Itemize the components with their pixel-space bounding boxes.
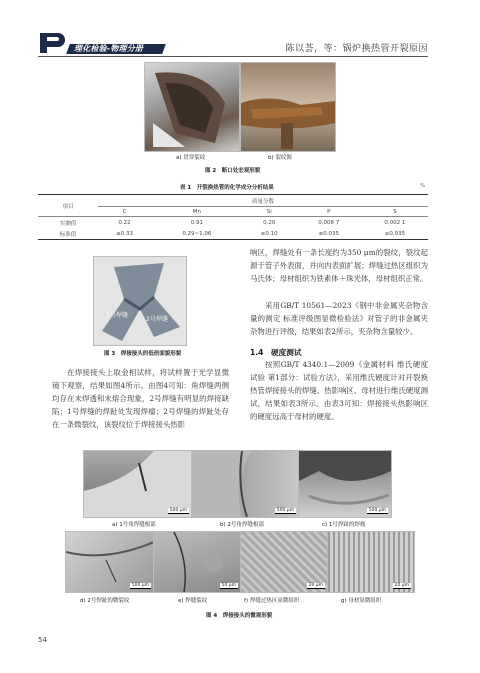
body-text-left: 在焊接接头上取金相试样，将试样置于光学显微镜下观察，结果如图4所示。由图4可知：角焊缝两侧均存在未焊透和未熔合现象，2号焊缝有明显的焊接缺陷；1号焊缝的焊趾处发现焊瘤；2号焊缝的焊趾处存在一条微裂纹，该裂纹位于焊接接头热影 — [52, 368, 229, 429]
figure2-sub-a: a) 贯穿裂纹 — [176, 155, 206, 161]
figure4-caption: 图 4 焊接接头的微观形貌 — [206, 613, 273, 619]
scale-bar-e: 50 μm — [221, 583, 236, 588]
figure3-caption: 图 3 焊接接头的低倍面貌形貌 — [104, 351, 182, 357]
figure4-panel-a — [83, 450, 193, 518]
fig3-label-2: 2号焊缝 — [146, 316, 168, 323]
figure2-photo-b — [240, 62, 336, 152]
running-title: 陈以荟，等：锅炉换热管开裂原因 — [285, 44, 428, 54]
figure4-label-d: d) 2号焊趾的微裂纹 — [80, 598, 130, 604]
figure2-sub-b: b) 裂纹源 — [268, 155, 292, 161]
body-text-right-2: 采用GB/T 10561—2023《钢中非金属夹杂物含量的测定 标准评级图显微检验法》对管子的非金属夹杂物进行评级，结果如表2所示，夹杂物含量较少。 — [250, 301, 428, 336]
scale-bar-b: 500 μm — [276, 508, 294, 513]
scale-bar-d: 500 μm — [131, 583, 149, 588]
table1-col-group: 质量分数 — [98, 195, 428, 207]
table1 — [38, 194, 428, 240]
figure4-label-a: a) 1号角焊缝根部 — [112, 522, 156, 528]
page-number: 54 — [38, 636, 47, 644]
weld-macro-image — [94, 257, 186, 345]
figure4-label-b: b) 2号角焊缝根部 — [220, 522, 264, 528]
table1-caption: 表 1 开裂换热管的化学成分分析结果 — [180, 185, 274, 191]
figure2-photo-a — [144, 62, 240, 152]
figure4-panel-b — [191, 450, 300, 518]
figure4-label-g: g) 母材显微组织 — [341, 598, 382, 604]
pipe-fracture-image — [145, 63, 239, 151]
fig3-label-1: 1号焊缝 — [106, 312, 128, 319]
figure4-panel-d — [65, 531, 155, 593]
figure4-label-c: c) 1号焊趾的焊瘤 — [322, 522, 366, 528]
scale-bar-c: 500 μm — [368, 508, 386, 513]
section-title: 1.4 硬度测试 — [250, 348, 302, 357]
table-row: 标准值 ≤0.33 0.29~1.06 ≥0.10 ≤0.035 ≤0.035 — [38, 228, 428, 240]
scale-bar-g: 20 μm — [394, 583, 409, 588]
table1-el: Si — [243, 207, 296, 217]
figure3-photo — [93, 256, 187, 346]
table-row: 实测值 0.22 0.91 0.20 0.008 7 0.002 1 — [38, 217, 428, 229]
table1-col-item: 项目 — [38, 195, 98, 217]
crack-source-image — [241, 63, 335, 151]
figure4-panel-f — [240, 531, 329, 593]
scale-bar-f: 20 μm — [308, 583, 323, 588]
body-text-right-1: 响区，焊缝处有一条长度约为350 μm的裂纹，裂纹起源于管子外表面，并向内表面扩展；焊缝过热区组织为马氏体；母材组织为铁素体＋珠光体，母材组织正常。 — [250, 248, 428, 283]
table1-el: S — [362, 207, 428, 217]
table1-el: P — [296, 207, 362, 217]
figure4-label-e: e) 焊缝裂纹 — [178, 598, 208, 604]
scale-bar-a: 500 μm — [169, 508, 187, 513]
figure4-label-f: f) 焊缝过热区显微组织 — [244, 598, 300, 604]
table1-el: C — [98, 207, 151, 217]
journal-banner: 理化检验-物理分册 — [74, 44, 144, 53]
figure4-panel-c — [298, 450, 392, 518]
header-rule — [38, 56, 428, 57]
body-text-right-3: 按照GB/T 4340.1—2009《金属材料 维氏硬度试验 第1部分：试验方法》，采用维氏硬度计对开裂换热管焊接接头的焊缝、热影响区、母材进行维氏硬度测试，结果如表3所示。由表3可知：焊接接头热影响区的硬度远高于母材的硬度。 — [250, 360, 428, 421]
journal-logo-icon — [38, 29, 68, 53]
figure4-panel-g — [327, 531, 415, 593]
figure2-caption: 图 2 断口处宏观形貌 — [205, 168, 261, 174]
table1-unit: % — [420, 183, 426, 189]
table1-el: Mn — [151, 207, 243, 217]
figure4-panel-e — [153, 531, 242, 593]
